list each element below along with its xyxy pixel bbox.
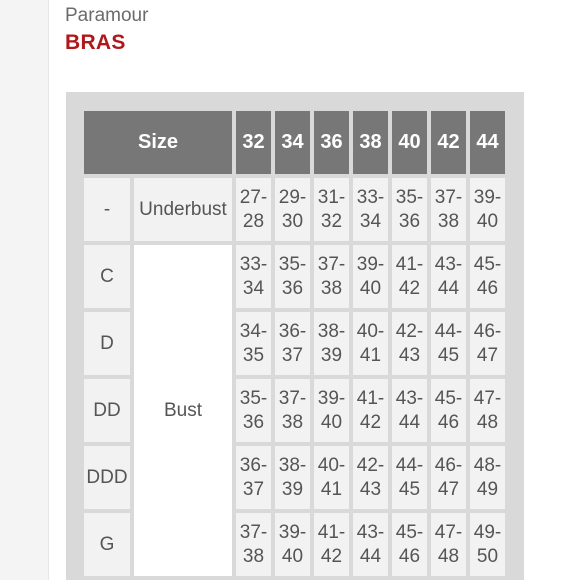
value-cell: 37- 38	[431, 178, 466, 241]
value-cell: 35- 36	[236, 379, 271, 442]
value-cell: 45- 46	[470, 245, 505, 308]
value-cell: 48- 49	[470, 446, 505, 509]
underbust-row	[84, 178, 505, 241]
value-cell: 36- 37	[275, 312, 310, 375]
value-cell: 45- 46	[392, 513, 427, 576]
product-category: BRAS	[65, 31, 126, 54]
value-cell: 40- 41	[314, 446, 349, 509]
value-cell: 27- 28	[236, 178, 271, 241]
size-column-42: 42	[431, 111, 466, 174]
value-cell: 41- 42	[392, 245, 427, 308]
value-cell: 45- 46	[431, 379, 466, 442]
cup-cell: C	[84, 245, 130, 308]
value-cell: 34- 35	[236, 312, 271, 375]
size-column-40: 40	[392, 111, 427, 174]
value-cell: 46- 47	[431, 446, 466, 509]
size-column-32: 32	[236, 111, 271, 174]
value-cell: 31- 32	[314, 178, 349, 241]
size-column-34: 34	[275, 111, 310, 174]
value-cell: 47- 48	[470, 379, 505, 442]
value-cell: 39- 40	[314, 379, 349, 442]
value-cell: 42- 43	[392, 312, 427, 375]
value-cell: 41- 42	[314, 513, 349, 576]
value-cell: 41- 42	[353, 379, 388, 442]
value-cell: 43- 44	[431, 245, 466, 308]
value-cell: 47- 48	[431, 513, 466, 576]
value-cell: 43- 44	[392, 379, 427, 442]
value-cell: 33- 34	[353, 178, 388, 241]
size-column-38: 38	[353, 111, 388, 174]
value-cell: 33- 34	[236, 245, 271, 308]
size-column-36: 36	[314, 111, 349, 174]
value-cell: 37- 38	[275, 379, 310, 442]
value-cell: 44- 45	[392, 446, 427, 509]
cup-cell: -	[84, 178, 130, 241]
bust-row-c	[84, 245, 505, 308]
cup-cell: DD	[84, 379, 130, 442]
value-cell: 35- 36	[275, 245, 310, 308]
value-cell: 39- 40	[275, 513, 310, 576]
value-cell: 42- 43	[353, 446, 388, 509]
value-cell: 29- 30	[275, 178, 310, 241]
value-cell: 43- 44	[353, 513, 388, 576]
measurement-label: Bust	[134, 245, 232, 576]
value-cell: 38- 39	[314, 312, 349, 375]
size-header: Size	[84, 111, 232, 174]
value-cell: 37- 38	[314, 245, 349, 308]
value-cell: 37- 38	[236, 513, 271, 576]
value-cell: 35- 36	[392, 178, 427, 241]
header-row	[84, 111, 505, 174]
value-cell: 46- 47	[470, 312, 505, 375]
value-cell: 39- 40	[353, 245, 388, 308]
size-column-44: 44	[470, 111, 505, 174]
value-cell: 39- 40	[470, 178, 505, 241]
cup-cell: D	[84, 312, 130, 375]
cup-cell: G	[84, 513, 130, 576]
size-chart-table	[80, 107, 509, 580]
measurement-label: Underbust	[134, 178, 232, 241]
value-cell: 38- 39	[275, 446, 310, 509]
value-cell: 40- 41	[353, 312, 388, 375]
value-cell: 36- 37	[236, 446, 271, 509]
cup-cell: DDD	[84, 446, 130, 509]
value-cell: 44- 45	[431, 312, 466, 375]
brand-name[interactable]: Paramour	[65, 5, 149, 26]
value-cell: 49- 50	[470, 513, 505, 576]
